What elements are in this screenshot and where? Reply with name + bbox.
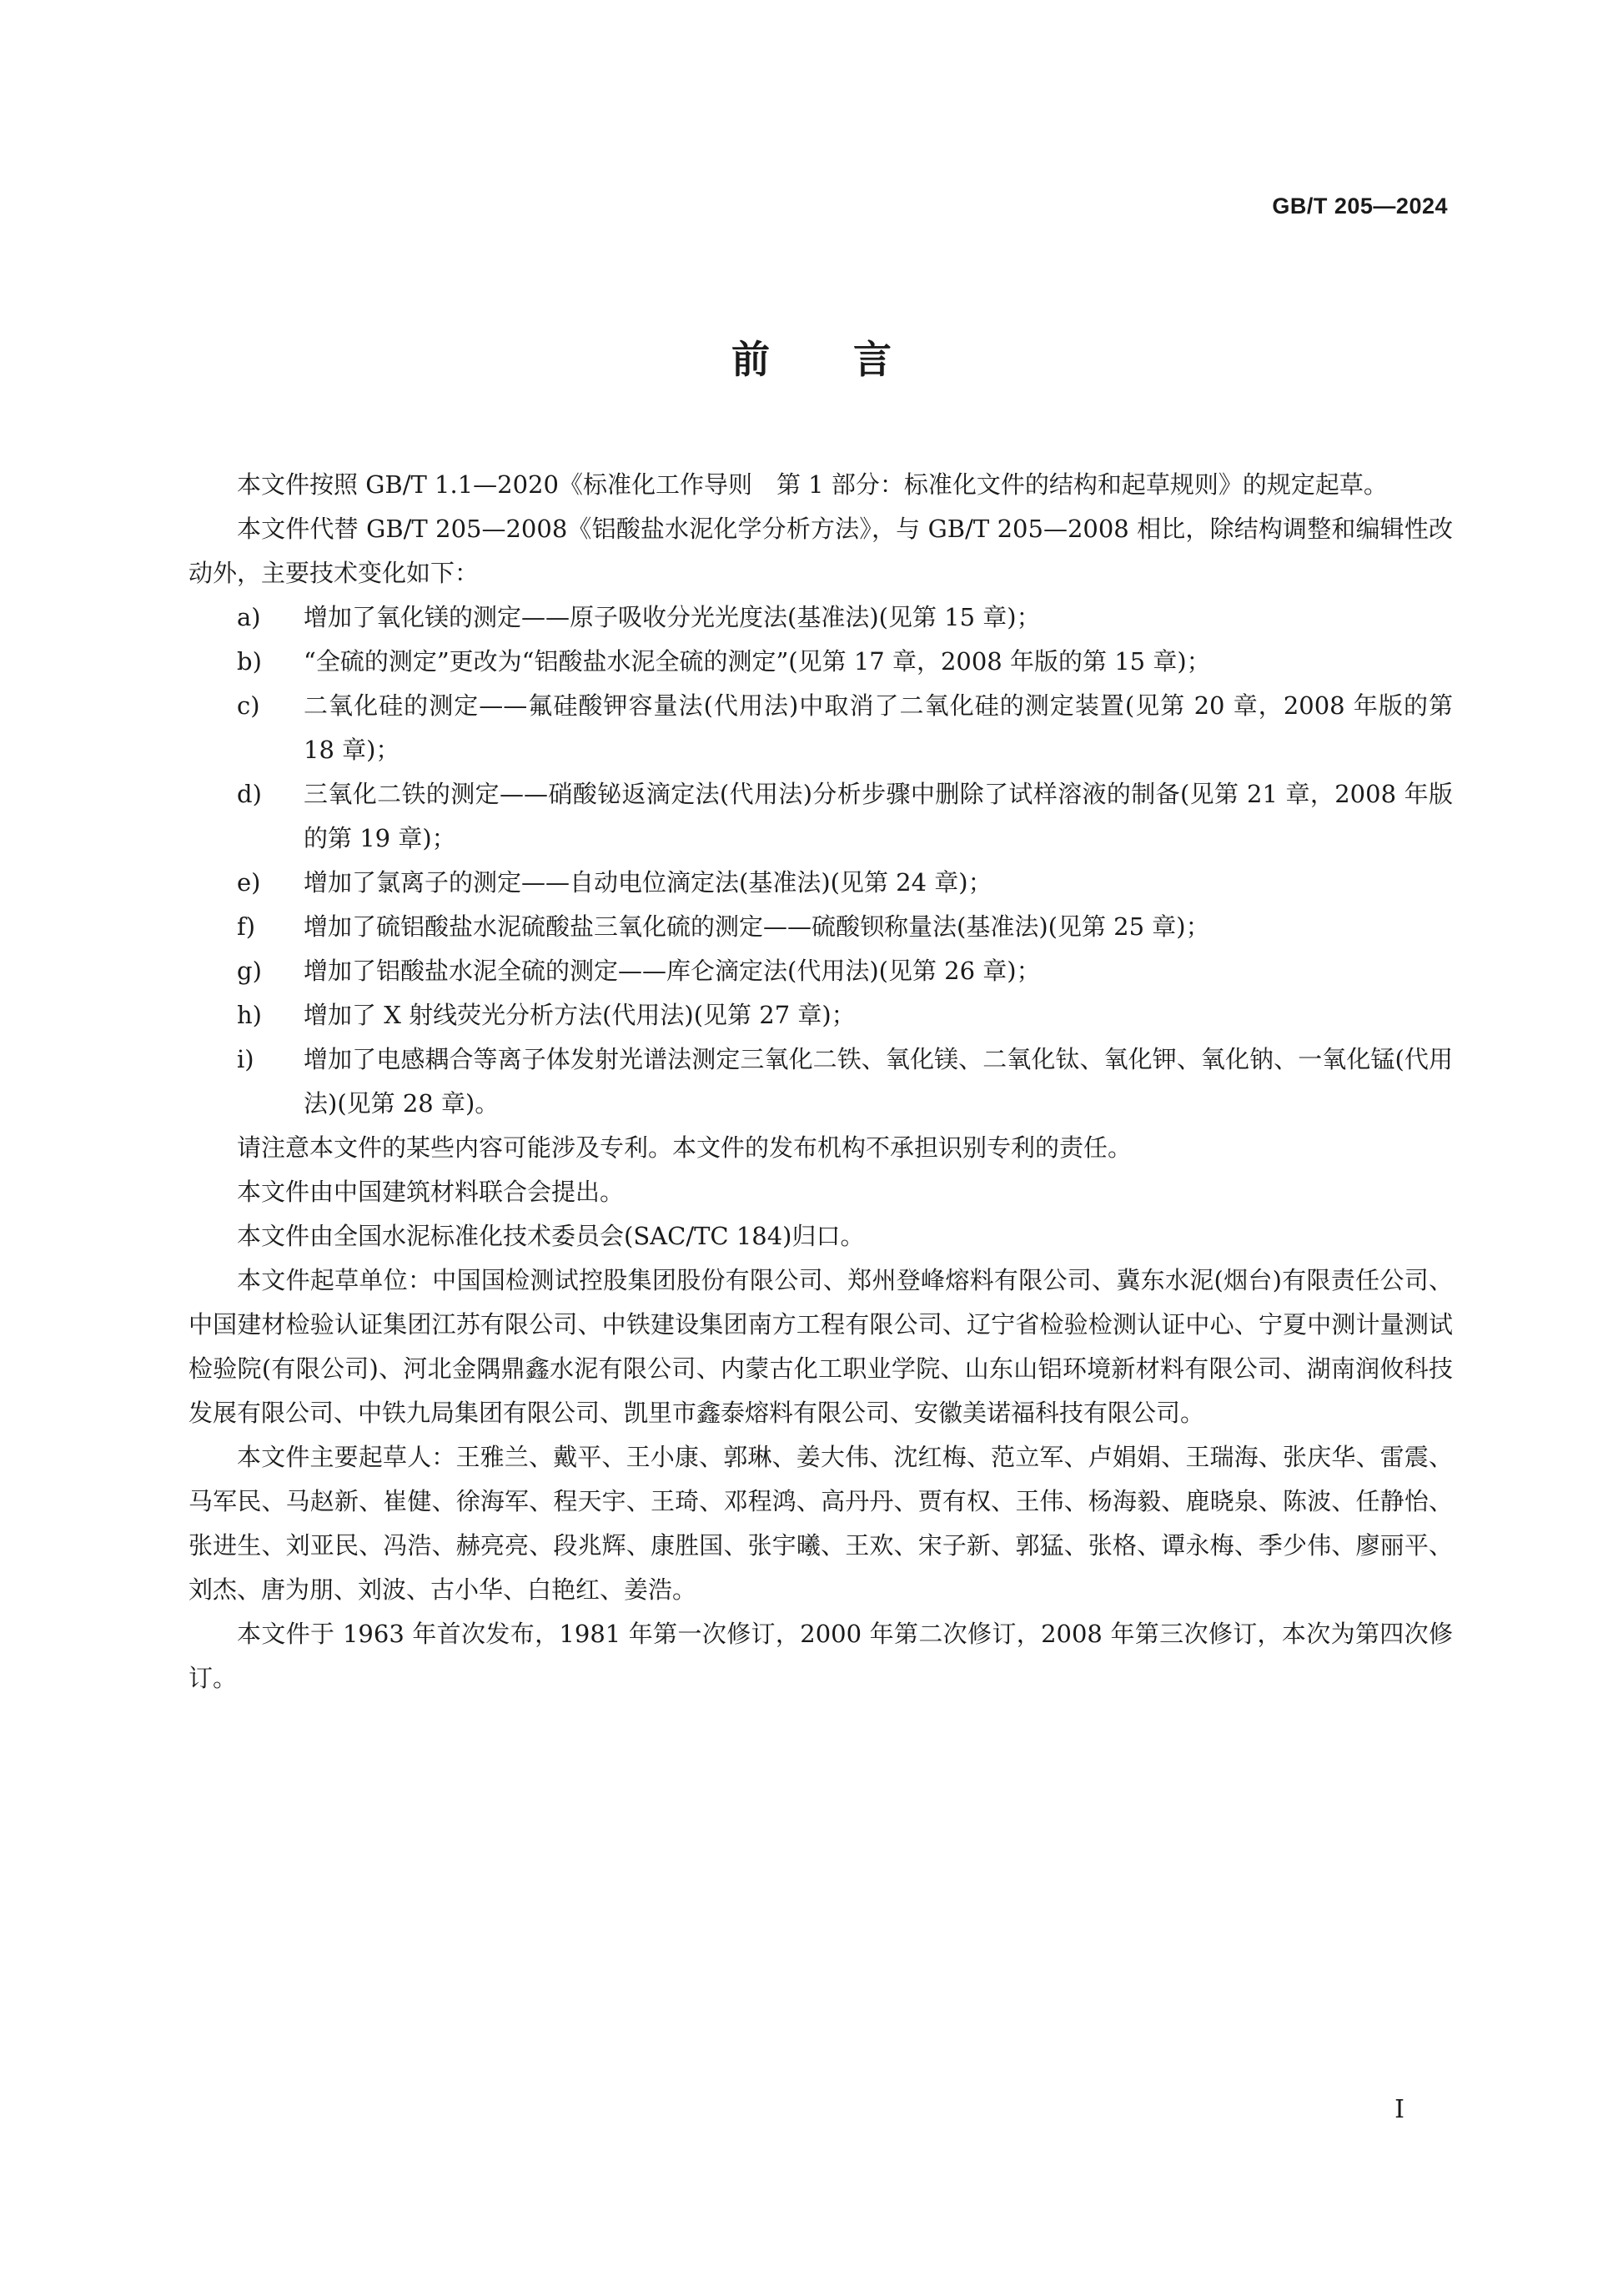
list-item-marker: g) [237,957,262,985]
list-item [188,993,1453,1037]
list-item-marker: i) [237,1045,254,1073]
list-item-marker: d) [237,780,262,808]
list-item [188,905,1453,949]
list-item-text: 增加了铝酸盐水泥全硫的测定——库仑滴定法(代用法)(见第 26 章)； [304,957,1041,985]
paragraph-patent-notice: 请注意本文件的某些内容可能涉及专利。本文件的发布机构不承担识别专利的责任。 [237,1133,1133,1162]
list-item-text: 三氧化二铁的测定——硝酸铋返滴定法(代用法)分析步骤中删除了试样溶液的制备(见第 21 章，2008 年版的第 19 章)； [304,780,1453,852]
list-item-text: “全硫的测定”更改为“铝酸盐水泥全硫的测定”(见第 17 章，2008 年版的第 15 章)； [304,647,1211,676]
list-item-text: 增加了 X 射线荧光分析方法(代用法)(见第 27 章)； [304,1001,856,1029]
list-item [188,772,1453,861]
list-item-marker: c) [237,691,260,720]
list-item-marker: h) [237,1001,262,1029]
list-item-text: 二氧化硅的测定——氟硅酸钾容量法(代用法)中取消了二氧化硅的测定装置(见第 20 章，2008 年版的第 18 章)； [304,691,1453,764]
list-item [188,1037,1453,1126]
list-item-marker: b) [237,647,262,676]
list-item [188,684,1453,772]
paragraph-committee: 本文件由全国水泥标准化技术委员会(SAC/TC 184)归口。 [237,1222,865,1250]
document-number: GB/T 205—2024 [1272,193,1448,219]
list-item [188,861,1453,905]
page-title: 前言 [731,337,975,382]
page-number: I [1394,2095,1404,2124]
list-item [188,949,1453,993]
list-item-text: 增加了氧化镁的测定——原子吸收分光光度法(基准法)(见第 15 章)； [304,603,1041,631]
list-item-marker: f) [237,912,256,941]
list-item-marker: a) [237,603,261,631]
paragraph-proposer: 本文件由中国建筑材料联合会提出。 [237,1178,625,1206]
paragraph-history: 本文件于 1963 年首次发布，1981 年第一次修订，2000 年第二次修订，2008 年第三次修订，本次为第四次修订。 [188,1620,1453,1692]
list-item [188,640,1453,684]
paragraph-drafters: 本文件主要起草人：王雅兰、戴平、王小康、郭琳、姜大伟、沈红梅、范立军、卢娟娟、王瑞海、张庆华、雷震、马军民、马赵新、崔健、徐海军、程天宇、王琦、邓程鸿、高丹丹、贾有权、王伟、杨海毅、鹿晓泉、陈波、任静怡、张进生、刘亚民、冯浩、赫亮亮、段兆辉、康胜国、张宇曦、王欢、宋子新、郭猛、张格、谭永梅、季少伟、廖丽平、刘杰、唐为朋、刘波、古小华、白艳红、姜浩。 [188,1443,1453,1604]
technical-changes-list [188,595,1453,1126]
list-item-text: 增加了氯离子的测定——自动电位滴定法(基准法)(见第 24 章)； [304,868,992,897]
paragraph-drafting-rules: 本文件按照 GB/T 1.1—2020《标准化工作导则 第 1 部分：标准化文件的结构和起草规则》的规定起草。 [237,470,1388,499]
paragraph-replacement-statement: 本文件代替 GB/T 205—2008《铝酸盐水泥化学分析方法》，与 GB/T 205—2008 相比，除结构调整和编辑性改动外，主要技术变化如下： [188,515,1453,587]
list-item-text: 增加了硫铝酸盐水泥硫酸盐三氧化硫的测定——硫酸钡称量法(基准法)(见第 25 章)； [304,912,1210,941]
list-item [188,595,1453,640]
paragraph-drafting-units: 本文件起草单位：中国国检测试控股集团股份有限公司、郑州登峰熔料有限公司、冀东水泥(烟台)有限责任公司、中国建材检验认证集团江苏有限公司、中铁建设集团南方工程有限公司、辽宁省检验检测认证中心、宁夏中测计量测试检验院(有限公司)、河北金隅鼎鑫水泥有限公司、内蒙古化工职业学院、山东山铝环境新材料有限公司、湖南润攸科技发展有限公司、中铁九局集团有限公司、凯里市鑫泰熔料有限公司、安徽美诺福科技有限公司。 [188,1266,1453,1427]
preface-body [188,463,1453,1701]
list-item-text: 增加了电感耦合等离子体发射光谱法测定三氧化二铁、氧化镁、二氧化钛、氧化钾、氧化钠、一氧化锰(代用法)(见第 28 章)。 [304,1045,1453,1118]
list-item-marker: e) [237,868,261,897]
